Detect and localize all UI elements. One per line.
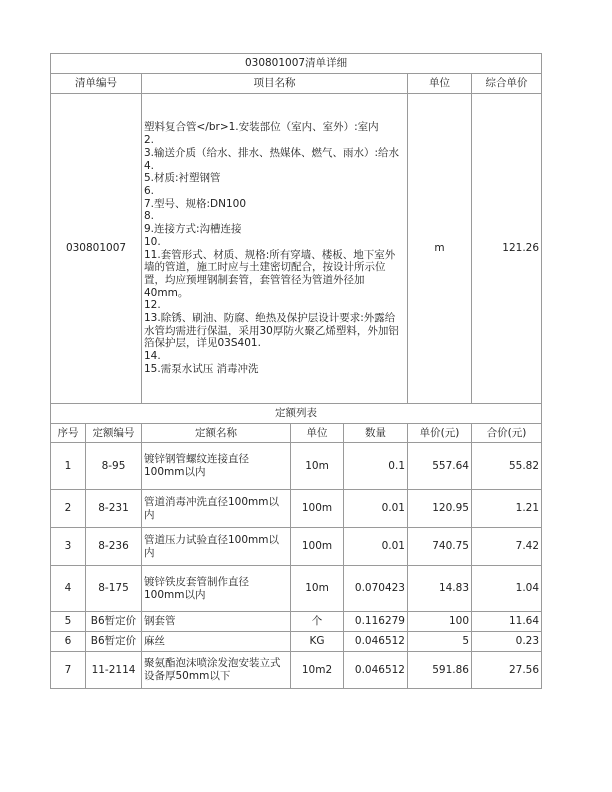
bill-description: [142, 94, 408, 404]
quota-qty: 0.01: [344, 528, 408, 566]
quota-code-header: 定额编号: [86, 424, 142, 443]
description-line: 9.连接方式:沟槽连接: [144, 223, 242, 236]
quota-unit: 100m: [291, 490, 344, 528]
bill-unit-price-header: 综合单价: [472, 74, 542, 94]
quota-seq: 5: [51, 612, 86, 632]
description-line: 15.需泵水试压 消毒冲洗: [144, 362, 259, 375]
quota-price: 740.75: [408, 528, 472, 566]
bill-item-row: [51, 94, 542, 404]
bill-unit-price: 121.26: [472, 94, 542, 404]
title-row: [51, 54, 542, 74]
description-line: 4.: [144, 159, 155, 172]
bill-code-header: 清单编号: [51, 74, 142, 94]
quota-qty: 0.1: [344, 443, 408, 490]
description-line: 8.: [144, 210, 155, 223]
quota-unit: 10m2: [291, 652, 344, 689]
description-line: 14.: [144, 350, 161, 363]
quota-qty: 0.046512: [344, 632, 408, 652]
sheet-title: 030801007清单详细: [51, 54, 542, 74]
quota-qty-header: 数量: [344, 424, 408, 443]
quota-name: 镀锌钢管螺纹连接直径100mm以内: [142, 443, 291, 490]
table-row: [51, 652, 542, 689]
bill-code: 030801007: [51, 94, 142, 404]
quota-code: B6暂定价: [86, 612, 142, 632]
bill-header-row: [51, 74, 542, 94]
quota-total: 0.23: [472, 632, 542, 652]
bill-detail-table: [50, 53, 542, 689]
description-line: 2.: [144, 134, 155, 147]
table-row: [51, 612, 542, 632]
quota-code: B6暂定价: [86, 632, 142, 652]
quota-price: 591.86: [408, 652, 472, 689]
bill-unit-header: 单位: [408, 74, 472, 94]
quota-total: 55.82: [472, 443, 542, 490]
quota-section-row: [51, 404, 542, 424]
description-line: 13.除锈、刷油、防腐、绝热及保护层设计要求:外露给水管均需进行保温，采用30厚防火聚乙烯塑料，外加铝箔保护层，详见03S401.: [144, 312, 399, 350]
quota-name: 管道压力试验直径100mm以内: [142, 528, 291, 566]
quota-total: 11.64: [472, 612, 542, 632]
quota-header-row: [51, 424, 542, 443]
quota-qty: 0.046512: [344, 652, 408, 689]
quota-name: 钢套管: [142, 612, 291, 632]
description-line: 6.: [144, 184, 155, 197]
table-row: [51, 443, 542, 490]
quota-qty: 0.01: [344, 490, 408, 528]
quota-name: 麻丝: [142, 632, 291, 652]
table-row: [51, 528, 542, 566]
quota-unit: 100m: [291, 528, 344, 566]
description-line: 3.输送介质（给水、排水、热媒体、燃气、雨水）:给水: [144, 146, 400, 159]
quota-name-header: 定额名称: [142, 424, 291, 443]
quota-total: 7.42: [472, 528, 542, 566]
description-line: 11.套管形式、材质、规格:所有穿墙、楼板、地下室外墙的管道，施工时应与土建密切配合，按设计所示位置，均应预埋钢制套管，套管管径为管道外径加40mm。: [144, 248, 396, 299]
table-row: [51, 566, 542, 612]
bill-name-header: 项目名称: [142, 74, 408, 94]
quota-seq: 2: [51, 490, 86, 528]
quota-unit: 10m: [291, 566, 344, 612]
quota-price: 120.95: [408, 490, 472, 528]
quota-rows: [51, 443, 542, 689]
quota-seq: 3: [51, 528, 86, 566]
quota-seq: 4: [51, 566, 86, 612]
table-row: [51, 632, 542, 652]
quota-seq: 6: [51, 632, 86, 652]
quota-price: 14.83: [408, 566, 472, 612]
quota-code: 8-231: [86, 490, 142, 528]
quota-price: 5: [408, 632, 472, 652]
quota-total-header: 合价(元): [472, 424, 542, 443]
quota-seq-header: 序号: [51, 424, 86, 443]
table-row: [51, 490, 542, 528]
quota-qty: 0.070423: [344, 566, 408, 612]
quota-code: 8-236: [86, 528, 142, 566]
quota-name: 管道消毒冲洗直径100mm以内: [142, 490, 291, 528]
quota-unit-header: 单位: [291, 424, 344, 443]
bill-unit: m: [408, 94, 472, 404]
quota-name: 聚氨酯泡沫喷涂发泡安装立式设备厚50mm以下: [142, 652, 291, 689]
quota-seq: 7: [51, 652, 86, 689]
description-line: 5.材质:衬塑钢管: [144, 172, 221, 185]
quota-total: 1.21: [472, 490, 542, 528]
quota-total: 27.56: [472, 652, 542, 689]
quota-seq: 1: [51, 443, 86, 490]
quota-price-header: 单价(元): [408, 424, 472, 443]
quota-code: 11-2114: [86, 652, 142, 689]
description-line: 12.: [144, 299, 161, 312]
quota-qty: 0.116279: [344, 612, 408, 632]
quota-code: 8-95: [86, 443, 142, 490]
description-line: 7.型号、规格:DN100: [144, 197, 247, 210]
quota-unit: 10m: [291, 443, 344, 490]
description-line: 10.: [144, 235, 161, 248]
quota-unit: KG: [291, 632, 344, 652]
quota-price: 100: [408, 612, 472, 632]
quota-code: 8-175: [86, 566, 142, 612]
quota-price: 557.64: [408, 443, 472, 490]
description-line: 塑料复合管</br>1.安装部位（室内、室外）:室内: [144, 121, 379, 134]
quota-section-title: 定额列表: [51, 404, 542, 424]
quota-total: 1.04: [472, 566, 542, 612]
quota-unit: 个: [291, 612, 344, 632]
quota-name: 镀锌铁皮套管制作直径100mm以内: [142, 566, 291, 612]
